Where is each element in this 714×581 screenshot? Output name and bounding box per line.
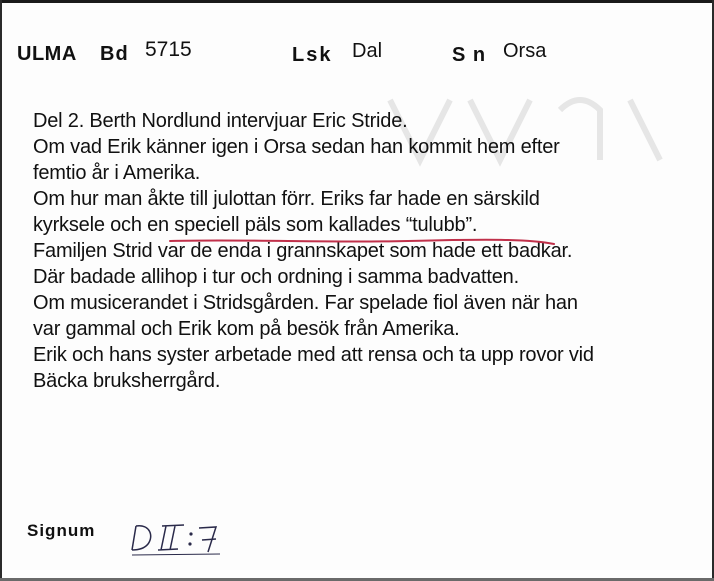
red-underline-mark xyxy=(168,236,558,248)
card-left-edge xyxy=(0,0,2,581)
description-line: var gammal och Erik kom på besök från Amerika. xyxy=(33,318,460,340)
parish-value: Orsa xyxy=(503,40,547,62)
description-line: Om musicerandet i Stridsgården. Far spelade fiol även när han xyxy=(33,292,578,314)
signature-label: Signum xyxy=(27,521,96,540)
card-top-edge xyxy=(0,0,714,3)
description-line: femtio år i Amerika. xyxy=(33,162,201,184)
parish-label: S n xyxy=(452,44,487,66)
description-line: Om vad Erik känner igen i Orsa sedan han kommit hem efter xyxy=(33,136,560,158)
volume-label: Bd xyxy=(100,43,129,65)
description-line: Om hur man åkte till julottan förr. Eriks far hade en särskild xyxy=(33,188,540,210)
archive-label: ULMA xyxy=(17,43,77,65)
province-value: Dal xyxy=(352,40,383,62)
description-line: Familjen Strid var de enda i grannskapet som hade ett badkar. xyxy=(33,240,573,262)
description-line: Bäcka bruksherrgård. xyxy=(33,370,221,392)
card-description xyxy=(33,108,693,394)
handwritten-signature xyxy=(128,518,228,558)
description-line: Där badade allihop i tur och ordning i samma badvatten. xyxy=(33,266,519,288)
description-line: Del 2. Berth Nordlund intervjuar Eric Stride. xyxy=(33,110,408,132)
description-line: kyrksele och en speciell päls som kallades “tulubb”. xyxy=(33,214,478,236)
description-line: Erik och hans syster arbetade med att rensa och ta upp rovor vid xyxy=(33,344,594,366)
province-label: Lsk xyxy=(292,44,333,66)
volume-number: 5715 xyxy=(145,38,192,61)
